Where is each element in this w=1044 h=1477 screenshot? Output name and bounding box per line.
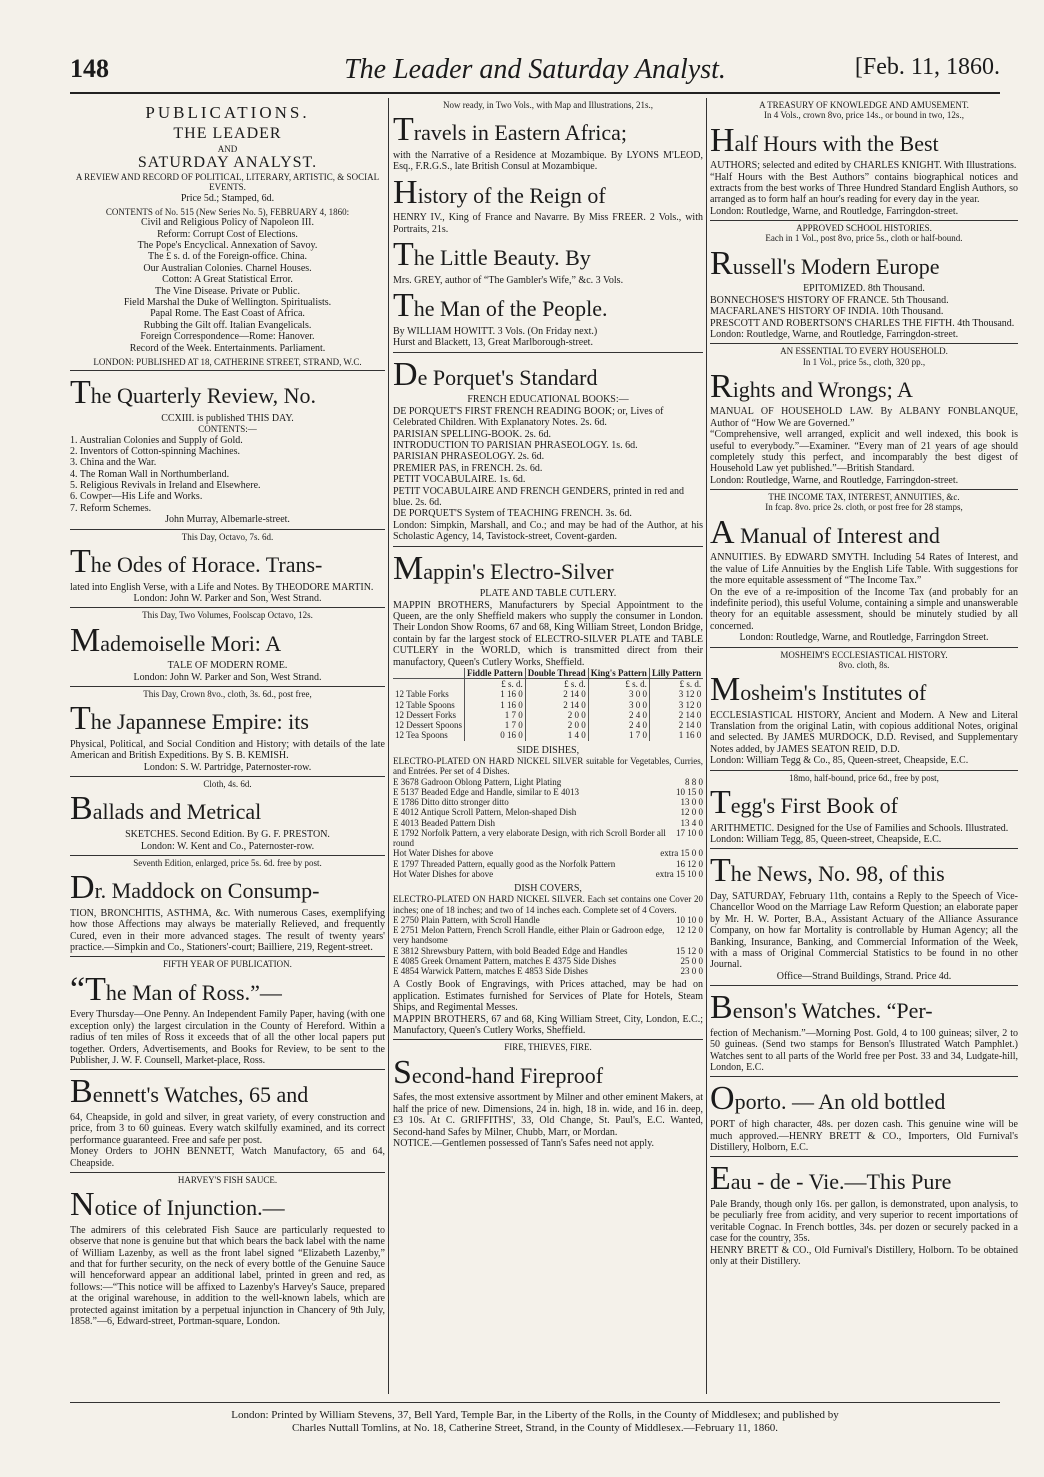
contents-list [70, 217, 385, 354]
list-item: Civil and Religious Policy of Napoleon III. [140, 217, 315, 229]
list-item: 7. Reform Schemes. [70, 502, 152, 514]
advert-heading: A Manual of Interest and [710, 513, 940, 551]
item-price: 12 12 0 [676, 925, 703, 936]
imprint-footer [70, 1402, 1000, 1435]
advert-heading: The News, No. 98, of this [710, 852, 945, 890]
advert-body: lated into English Verse, with a Life and Notes. By THEODORE MARTIN. [70, 581, 374, 593]
advert-heading: Russell's Modern Europe [710, 244, 940, 282]
advert-pre: This Day, Crown 8vo., cloth, 3s. 6d., post free, [143, 689, 312, 700]
price-row [393, 915, 703, 925]
advert-heading: Rights and Wrongs; A [710, 367, 913, 405]
item-name: E 4012 Antique Scroll Pattern, Melon-shaped Dish [393, 807, 577, 818]
paper-subtitle: A REVIEW AND RECORD OF POLITICAL, LITERARY, ARTISTIC, & SOCIAL EVENTS. [75, 172, 380, 193]
advert-body: AUTHORS; selected and edited by CHARLES KNIGHT. With Illustrations. [710, 160, 1017, 172]
advert-body: By WILLIAM HOWITT. 3 Vols. (On Friday next.) [393, 325, 598, 337]
advert-office: Office—Strand Buildings, Strand. Price 4d. [776, 970, 952, 982]
item-name: E 1797 Threaded Pattern, equally good as the Norfolk Pattern [393, 858, 616, 869]
advert-harvey [70, 1173, 385, 1330]
advert-benson [710, 986, 1018, 1077]
item-price: 15 12 0 [676, 945, 703, 956]
advert-mappin [393, 547, 703, 1041]
advert-pre: Now ready, in Two Vols., with Map and Illustrations, 21s., [442, 100, 654, 110]
item-price: 12 0 0 [680, 807, 703, 818]
table-cell: 2 14 0 [649, 710, 703, 720]
advert-pre: APPROVED SCHOOL HISTORIES. [796, 223, 932, 234]
list-item: Our Australian Colonies. Charnel Houses. [143, 262, 312, 274]
list-item: PRESCOTT AND ROBERTSON'S CHARLES THE FIFTH. 4th Thousand. [710, 317, 1015, 329]
advert-pre: AN ESSENTIAL TO EVERY HOUSEHOLD. [780, 346, 948, 357]
advert-price: 8vo. cloth, 8s. [838, 659, 890, 670]
item-price: 13 4 0 [680, 817, 703, 828]
advert-half-hours [710, 98, 1018, 221]
table-cell: 2 14 0 [649, 720, 703, 730]
table-row [393, 700, 703, 710]
advert-heading: Mademoiselle Mori: A [70, 621, 282, 659]
table-header: King's Pattern [588, 668, 649, 679]
advert-japanese [70, 687, 385, 777]
item-price: 16 12 0 [676, 858, 703, 869]
advert-heading: Mappin's Electro-Silver [393, 549, 614, 587]
advert-body: TALE OF MODERN ROME. [167, 660, 288, 672]
advert-heading: De Porquet's Standard [393, 355, 598, 393]
contents-title: CONTENTS of No. 515 (New Series No. 5), FEBRUARY 4, 1860: [105, 206, 350, 217]
item-name: E 5137 Beaded Edge and Handle, similar to E 4013 [393, 786, 579, 797]
item-name: E 3812 Shrewsbury Pattern, with bold Beaded Edge and Handles [393, 945, 628, 956]
column-rule [388, 98, 389, 1394]
advert-body: with the Narrative of a Residence at Mozambique. By LYONS M'LEOD, Esq., F.R.G.S., late British Consul at Mozambique. [393, 149, 703, 173]
advert-interest-manual [710, 490, 1018, 647]
list-item: PARISIAN PHRASEOLOGY. 2s. 6d. [393, 451, 545, 463]
advert-body: Physical, Political, and Social Condition and History; with details of the late American and British Expeditions. By S. B. KEMISH. [70, 739, 385, 762]
publisher: London: W. Kent and Co., Paternoster-row. [140, 840, 315, 852]
item-name: E 2750 Plain Pattern, with Scroll Handle [393, 914, 540, 925]
advert-body: Day, SATURDAY, February 11th, contains a Reply to the Speech of Vice-Chancellor Wood on the Marriage Law Reform Question; an elaborate paper by Mr. H. W. Porter, B.A., Assistant Actuary of the Alliance Assurance Company, on how far Mortality is controllable by Human Agency; all the Banking, Insurance, Banking, and Commercial Information of the Week, with a mass of Original Commercial Statistics to be found in no other Journal. [710, 891, 1018, 971]
advert-body: The admirers of this celebrated Fish Sauce are particularly requested to observe that none is genuine but that which bears the back label with the name of William Lazenby, as well as the front label signed “Elizabeth Lazenby,” and that for further security, on the neck of every bottle of the Genuine Sauce will henceforward appear an additional label, printed in green and red, as follows:—“This notice will be affixed to Lazenby's Harvey's Sauce, prepared at the original warehouse, in addition to the well-known labels, which are protected against imitation by a perpetual injunction in Chancery of 9th July, 1858.”—6, Edward-street, Portman-square, London. [70, 1224, 385, 1327]
item-price: 25 0 0 [680, 955, 703, 966]
advert-maddock [70, 856, 385, 958]
table-cell: £ s. d. [465, 679, 526, 690]
list-item: BONNECHOSE'S HISTORY OF FRANCE. 5th Thousand. [710, 294, 949, 306]
advert-body: 64, Cheapside, in gold and silver, in great variety, of every construction and price, from 3 to 60 guineas. Every watch skilfully examined, and its correct performance guaranteed. Free and safe per post. [70, 1111, 385, 1146]
advert-pre: THE INCOME TAX, INTEREST, ANNUITIES, &c. [768, 492, 960, 503]
advert-quote: “Half Hours with the Best Authors” contains biographical notices and extracts from the best works of Three Hundred Standard English Authors, so arranged as to form half an hour's reading for every day in the year. [710, 171, 1018, 206]
paper-and: AND [217, 143, 238, 154]
publisher: London: John W. Parker and Son, West Strand. [133, 671, 322, 683]
advert-pre: This Day, Octavo, 7s. 6d. [181, 531, 274, 542]
table-cell: 1 7 0 [588, 730, 649, 740]
advert-mosheim [710, 648, 1018, 771]
publisher: London: Routledge, Warne, and Routledge, Farringdon-street. [710, 205, 959, 217]
subsection-sub: ELECTRO-PLATED ON HARD NICKEL SILVER. Each set contains one Cover 20 inches; one of 18 inches; and two of 14 inches each. Complete set of 4 Covers. [393, 894, 703, 915]
price-row [393, 925, 703, 946]
advert-heading: Oporto. — An old bottled [710, 1080, 946, 1118]
table-row [393, 720, 703, 730]
table-cell: 1 7 0 [465, 710, 526, 720]
list-item: MACFARLANE'S HISTORY OF INDIA. 10th Thousand. [710, 306, 944, 318]
paper-price: Price 5d.; Stamped, 6d. [180, 192, 275, 204]
list-item: Cotton: A Great Statistical Error. [162, 274, 293, 286]
list-item: 4. The Roman Wall in Northumberland. [70, 468, 230, 480]
advert-pre: HARVEY'S FISH SAUCE. [177, 1174, 278, 1185]
advert-heading: Travels in Eastern Africa; [393, 111, 627, 149]
advert-body: MAPPIN BROTHERS, Manufacturers by Special Appointment to the Queen, are the only Sheffield makers who supply the consumer in London. Their London Show Rooms, 67 and 68, King William Street, London Bridge, contain by far the largest stock of ELECTRO-SILVER PLATE and TABLE CUTLERY in the WORLD, which is transmitted direct from their manufactory, Queen's Cutlery Works, Sheffield. [393, 599, 703, 668]
advert-pre: This Day, Two Volumes, Foolscap Octavo, 12s. [142, 610, 313, 621]
list-item: PREMIER PAS, in FRENCH. 2s. 6d. [393, 462, 543, 474]
list-item: 3. China and the War. [70, 457, 157, 469]
list-item: Reform: Corrupt Cost of Elections. [157, 228, 298, 240]
advert-heading: “The Man of Ross.”— [70, 970, 282, 1008]
advert-man-of-ross [70, 957, 385, 1070]
item-name: Hot Water Dishes for above [393, 848, 494, 859]
price-row [393, 797, 703, 807]
item-name: E 1792 Norfolk Pattern, a very elaborate Design, with rich Scroll Border all round [393, 827, 666, 849]
table-cell: 1 16 0 [465, 700, 526, 710]
publisher: London: Routledge, Warne, and Routledge, Farringdon Street. [739, 632, 989, 644]
advert-pre: Cloth, 4s. 6d. [203, 779, 252, 790]
advert-price: In 1 Vol., price 5s., cloth, 320 pp., [802, 356, 926, 367]
list-item: Rubbing the Gilt off. Italian Evangelicals. [143, 319, 312, 331]
publisher: London: Routledge, Warne, and Routledge, Farringdon-street. [710, 474, 959, 486]
table-cell: 1 4 0 [525, 730, 588, 740]
advert-the-news [710, 849, 1018, 986]
page-header [70, 52, 1000, 94]
advert-fireproof [393, 1040, 703, 1152]
advert-pre: Seventh Edition, enlarged, price 5s. 6d. free by post. [133, 857, 322, 868]
list-item: 1. Australian Colonies and Supply of Gold. [70, 434, 243, 446]
item-name: E 4013 Beaded Pattern Dish [393, 817, 495, 828]
advert-eau-de-vie [710, 1157, 1018, 1270]
price-row [393, 807, 703, 817]
table-cell: £ s. d. [588, 679, 649, 690]
price-row [393, 848, 703, 858]
table-row [393, 689, 703, 699]
table-header: Fiddle Pattern [465, 668, 526, 679]
item-name: E 2751 Melon Pattern, French Scroll Handle, either Plain or Gadroon edge, very handsome [393, 925, 665, 946]
table-header-row [393, 668, 703, 679]
advert-body: ANNUITIES. By EDWARD SMYTH. Including 54 Rates of Interest, and the value of Life Annuities by the English Life Table. With suggestions for the more equitable assessment of “The Income Tax.” [710, 552, 1018, 587]
advert-heading: The Man of the People. [393, 287, 608, 325]
contents-title: CONTENTS:— [198, 424, 257, 435]
column-2 [393, 98, 703, 1394]
advert-travels [393, 98, 703, 353]
advert-body: Safes, the most extensive assortment by Milner and other eminent Makers, at half the price of new. Dimensions, 24 in. high, 18 in. wide, and 16 in. deep, £3 10s. At C. GRIFFITHS', 33, Old Change, St. Paul's, E.C. Wanted, Second-hand Safes by Milner, Chubb, Marr, or Mordan. [393, 1092, 703, 1138]
list-item: The Vine Disease. Private or Public. [154, 285, 300, 297]
table-cell [393, 679, 465, 690]
advert-heading: Half Hours with the Best [710, 121, 939, 159]
item-name: E 4085 Greek Ornament Pattern, matches E 4375 Side Dishes [393, 955, 616, 966]
publisher: John Murray, Albemarle-street. [165, 514, 290, 526]
paper-name: THE LEADER [173, 125, 282, 143]
item-price: 8 8 0 [685, 776, 703, 787]
subsection-title: DISH COVERS, [514, 883, 582, 895]
advert-mori [70, 608, 385, 687]
table-cell: 1 16 0 [649, 730, 703, 740]
advert-heading: The Japannese Empire: its [70, 700, 309, 738]
advert-rights-wrongs [710, 344, 1018, 490]
advert-note: CCXIII. is published THIS DAY. [161, 412, 294, 424]
table-cell: 2 14 0 [525, 689, 588, 699]
advert-heading: Second-hand Fireproof [393, 1053, 604, 1091]
advert-heading: Dr. Maddock on Consump- [70, 869, 320, 907]
issue-date: [Feb. 11, 1860. [854, 54, 1000, 80]
item-name: E 4854 Warwick Pattern, matches E 4853 Side Dishes [393, 966, 588, 977]
item-price: extra 15 10 0 [655, 868, 703, 879]
table-row [393, 730, 703, 740]
advert-body: ECCLESIASTICAL HISTORY, Ancient and Modern. A New and Literal Translation from the original Latin, with copious additional Notes, original and selected. By JAMES MURDOCK, D.D. Revised, and Supplementary Notes added, by JAMES SEATON REID, D.D. [710, 709, 1018, 755]
advert-extra: Money Orders to JOHN BENNETT, Watch Manufactory, 65 and 64, Cheapside. [70, 1146, 385, 1169]
table-cell: 3 0 0 [588, 689, 649, 699]
advert-body: EPITOMIZED. 8th Thousand. [803, 283, 925, 295]
item-name: Hot Water Dishes for above [393, 868, 494, 879]
advert-porquet [393, 353, 703, 547]
price-row [393, 828, 703, 849]
table-cell: £ s. d. [525, 679, 588, 690]
advert-horace [70, 530, 385, 609]
advert-price: In fcap. 8vo. price 2s. cloth, or post free for 28 stamps, [765, 502, 963, 513]
table-cell: 2 0 0 [525, 720, 588, 730]
office-address: LONDON: PUBLISHED AT 18, CATHERINE STREET, STRAND, W.C. [93, 356, 362, 367]
table-cell: 12 Table Spoons [395, 699, 455, 710]
advert-bennett [70, 1070, 385, 1173]
item-price: 17 10 0 [676, 827, 703, 838]
table-header: Double Thread [525, 668, 588, 679]
publisher: London: John W. Parker and Son, West Strand. [133, 592, 322, 604]
price-row [393, 787, 703, 797]
subsection-sub: ELECTRO-PLATED ON HARD NICKEL SILVER suitable for Vegetables, Curries, and Entrées. Per set of 4 Dishes. [393, 756, 703, 777]
advert-quarterly-review [70, 371, 385, 529]
advert-body: Mrs. GREY, author of “The Gambler's Wife,” &c. 3 Vols. [393, 274, 624, 286]
advert-body: MANUAL OF HOUSEHOLD LAW. By ALBANY FONBLANQUE, Author of “How We are Governed.” [710, 406, 1018, 429]
item-price: 10 15 0 [676, 786, 703, 797]
publisher: Hurst and Blackett, 13, Great Marlborough-street. [393, 337, 593, 349]
table-cell: 2 0 0 [525, 710, 588, 720]
table-cell: 1 7 0 [465, 720, 526, 730]
advert-pre: 18mo, half-bound, price 6d., free by post, [789, 772, 939, 783]
advert-body: fection of Mechanism.”—Morning Post. Gold, 4 to 100 guineas; silver, 2 to 50 guineas. (Send two stamps for Benson's Illustrated Watch Pamphlet.) Watches sent to all parts of the World free per Post. 33 and 34, Ludgate-hill, London, E.C. [710, 1027, 1018, 1074]
publisher: London: Simpkin, Marshall, and Co.; and may be had of the Author, at his Scholastic Agency, 14, Tavistock-street, Covent-garden. [393, 519, 703, 543]
price-table [393, 668, 703, 741]
column-3 [710, 98, 1018, 1394]
subsection-title: SIDE DISHES, [516, 744, 580, 756]
list-item: DE PORQUET'S System of TEACHING FRENCH. 3s. 6d. [393, 508, 632, 520]
table-units-row [393, 679, 703, 690]
price-row [393, 966, 703, 976]
advert-pre: A TREASURY OF KNOWLEDGE AND AMUSEMENT. [759, 100, 969, 110]
advert-sub: FRENCH EDUCATIONAL BOOKS:— [467, 394, 629, 406]
price-row [393, 956, 703, 966]
advert-heading: Mosheim's Institutes of [710, 671, 927, 709]
advert-pre: FIFTH YEAR OF PUBLICATION. [163, 959, 292, 970]
item-price: 10 10 0 [676, 914, 703, 925]
publisher: London: S. W. Partridge, Paternoster-row. [143, 761, 312, 773]
list-item: Foreign Correspondence—Rome: Hanover. [140, 331, 315, 343]
advert-heading: Tegg's First Book of [710, 783, 898, 821]
advert-publications [70, 98, 385, 371]
item-name: E 1786 Ditto ditto stronger ditto [393, 797, 509, 808]
advert-quote: “Comprehensive, well arranged, explicit and well indexed, this book is useful to everybody.”—Examiner. “Every man of 21 years of age should completely study this perfect, and incomparably the best digest of Household Law yet published.”—British Standard. [710, 429, 1018, 475]
table-cell: 3 12 0 [649, 700, 703, 710]
column-rule [706, 98, 707, 1394]
price-row [393, 859, 703, 869]
item-name: E 3678 Gadroon Oblong Pattern, Light Plating [393, 776, 562, 787]
item-price: extra 15 0 0 [660, 848, 703, 859]
table-row [393, 710, 703, 720]
table-cell: £ s. d. [649, 679, 703, 690]
advert-body: SKETCHES. Second Edition. By G. F. PRESTON. [125, 829, 330, 841]
advert-heading: Notice of Injunction.— [70, 1186, 285, 1224]
page-number: 148 [70, 54, 109, 83]
imprint-line: London: Printed by William Stevens, 37, Bell Yard, Temple Bar, in the Liberty of the Rolls, in the County of Middlesex; and published by [231, 1409, 839, 1421]
list-item: The Pope's Encyclical. Annexation of Savoy. [137, 240, 318, 252]
list-item: Record of the Week. Entertainments. Parliament. [129, 342, 326, 354]
advert-heading: The Quarterly Review, No. [70, 374, 317, 412]
list-item: 5. Religious Revivals in Ireland and Elsewhere. [70, 480, 261, 492]
advert-heading: The Little Beauty. By [393, 236, 591, 274]
advert-body: TION, BRONCHITIS, ASTHMA, &c. With numerous Cases, exemplifying how those Affections may always be materially Relieved, and frequently Cured, even in their more advanced stages. The result of twenty years' practice.—Simpkin and Co., Stationers'-court; Bailliere, 219, Regent-street. [70, 907, 385, 953]
table-cell: 12 Tea Spoons [395, 730, 448, 741]
table-cell: 3 0 0 [588, 700, 649, 710]
advert-body: ARITHMETIC. Designed for the Use of Families and Schools. Illustrated. [710, 822, 1009, 834]
advert-heading: Ballads and Metrical [70, 790, 262, 828]
section-heading: PUBLICATIONS. [145, 103, 310, 122]
table-cell: 2 14 0 [525, 700, 588, 710]
advert-address: MAPPIN BROTHERS, 67 and 68, King William Street, City, London, E.C.; Manufactory, Queen's Cutlery Works, Sheffield. [393, 1013, 703, 1037]
table-header [393, 668, 465, 679]
list-item: PARISIAN SPELLING-BOOK. 2s. 6d. [393, 428, 551, 440]
advert-pre: FIRE, THIEVES, FIRE. [504, 1042, 592, 1053]
list-item: PETIT VOCABULAIRE AND FRENCH GENDERS, printed in red and blue. 2s. 6d. [393, 485, 685, 508]
table-cell: 12 Dessert Forks [395, 709, 456, 720]
advert-closing: A Costly Book of Engravings, with Prices attached, may be had on application. Estimates furnished for Services of Plate for Hotels, Steam Ships, and Regimental Messes. [393, 979, 703, 1014]
paper-name: SATURDAY ANALYST. [137, 153, 318, 171]
table-cell: 2 4 0 [588, 710, 649, 720]
advert-sub: PLATE AND TABLE CUTLERY. [479, 588, 617, 600]
advert-oporto [710, 1077, 1018, 1157]
advert-heading: Bennett's Watches, 65 and [70, 1073, 309, 1111]
item-price: 13 0 0 [680, 797, 703, 808]
price-row [393, 777, 703, 787]
list-item: 2. Inventors of Cotton-spinning Machines. [70, 445, 240, 457]
price-row [393, 818, 703, 828]
item-price: 23 0 0 [680, 966, 703, 977]
list-item: PETIT VOCABULAIRE. 1s. 6d. [393, 474, 526, 486]
advert-price: Each in 1 Vol., post 8vo, price 5s., cloth or half-bound. [765, 233, 963, 244]
table-cell: 12 Dessert Spoons [395, 720, 462, 731]
advert-heading: The Odes of Horace. Trans- [70, 542, 323, 580]
imprint-line: Charles Nuttall Tomlins, at No. 18, Catherine Street, Strand, in the County of Middlesex.—February 11, 1860. [292, 1422, 778, 1435]
publisher: HENRY BRETT & CO., Old Furnival's Distillery, Holborn. To be obtained only at their Distillery. [710, 1244, 1018, 1267]
table-cell: 12 Table Forks [395, 689, 449, 700]
publisher: London: Routledge, Warne, and Routledge, Farringdon-street. [710, 328, 959, 340]
advert-quote: On the eve of a re-imposition of the Income Tax (and probably for an indefinite period), this useful Volume, containing a simple and unanswerable theory for an equitable assessment, should be minutely studied by all concerned. [710, 586, 1018, 632]
table-cell: 0 16 0 [465, 730, 526, 740]
advert-body: HENRY IV., King of France and Navarre. By Miss FREER. 2 Vols., with Portraits, 21s. [393, 212, 703, 235]
advert-price: In 4 Vols., crown 8vo, price 14s., or bound in two, 12s., [764, 110, 964, 121]
list-item: The £ s. d. of the Foreign-office. China. [148, 251, 307, 263]
advert-body: Every Thursday—One Penny. An Independent Family Paper, having (with one exception only) the largest circulation in the County of Hereford. Within a radius of ten miles of Ross it exceeds that of all the other local papers put together. Orders, Advertisements, and Books for Review, to be sent to the Publisher, J. W. F. Counsell, Market-place, Ross. [70, 1009, 385, 1066]
advert-heading: History of the Reign of [393, 173, 606, 211]
masthead-title: The Leader and Saturday Analyst. [344, 54, 726, 85]
advert-notice: NOTICE.—Gentlemen possessed of Tann's Safes need not apply. [393, 1137, 655, 1149]
table-header: Lilly Pattern [649, 668, 703, 679]
publisher: London: William Tegg & Co., 85, Queen-street, Cheapside, E.C. [710, 755, 969, 767]
publisher: London: William Tegg, 85, Queen-street, Cheapside, E.C. [710, 833, 942, 845]
table-cell: 3 12 0 [649, 689, 703, 699]
advert-body: Pale Brandy, though only 16s. per gallon, is demonstrated, upon analysis, to be peculiarly free from acidity, and very superior to recent importations of veritable Cognac. In French bottles, 34s. per dozen or securely packed in a case for the country, 35s. [710, 1198, 1018, 1245]
list-item: Papal Rome. The East Coast of Africa. [150, 308, 305, 320]
price-row [393, 946, 703, 956]
table-cell: 1 16 0 [465, 689, 526, 699]
advert-heading: Benson's Watches. “Per- [710, 989, 933, 1027]
price-row [393, 869, 703, 879]
list-item: DE PORQUET'S FIRST FRENCH READING BOOK; or, Lives of Celebrated Children. With Explanatory Notes. 2s. 6d. [393, 405, 664, 429]
advert-body: PORT of high character, 48s. per dozen cash. This genuine wine will be much approved.—HENRY BRETT & CO., Importers, Old Furnival's Distillery, Holborn, E.C. [710, 1119, 1018, 1153]
table-cell: 2 4 0 [588, 720, 649, 730]
list-item: 6. Cowper—His Life and Works. [70, 491, 203, 503]
column-1 [70, 98, 385, 1394]
advert-ballads [70, 777, 385, 856]
list-item: Field Marshal the Duke of Wellington. Spiritualists. [123, 296, 332, 308]
advert-school-histories [710, 221, 1018, 344]
advert-pre: MOSHEIM'S ECCLESIASTICAL HISTORY. [780, 649, 948, 660]
advert-tegg [710, 771, 1018, 850]
list-item: INTRODUCTION TO PARISIAN PHRASEOLOGY. 1s. 6d. [393, 439, 638, 451]
advert-heading: Eau - de - Vie.—This Pure [710, 1160, 952, 1198]
